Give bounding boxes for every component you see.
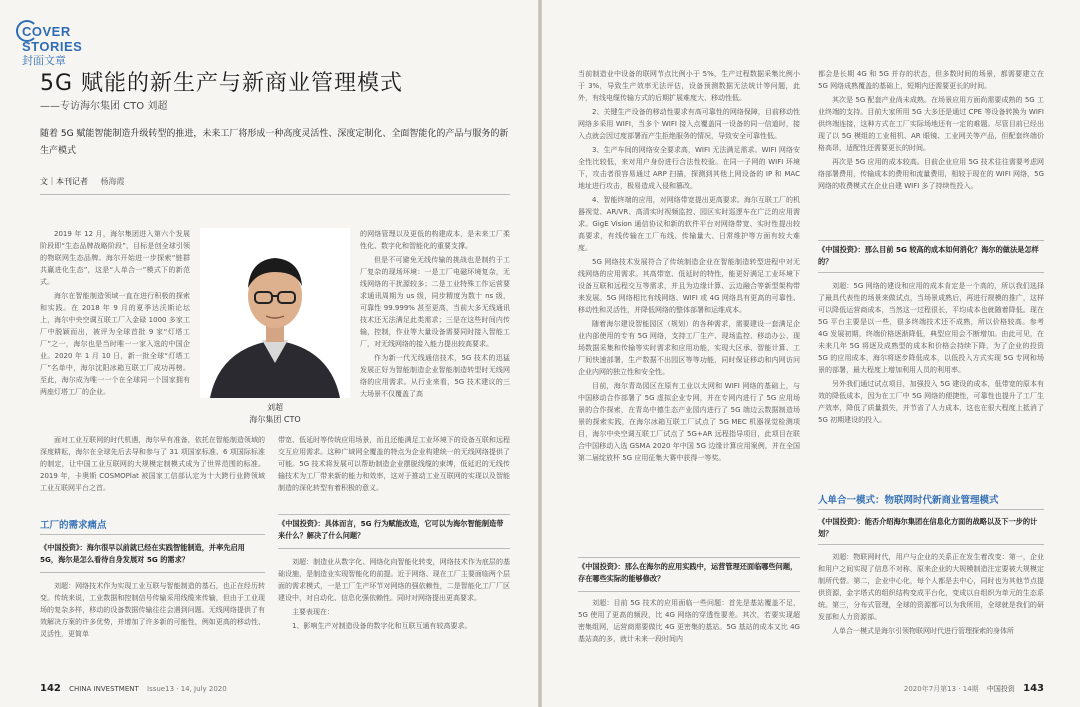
middle-column-answer bbox=[278, 556, 510, 678]
section-heading-rendanheyi: 人单合一模式：物联网时代新商业管理模式 bbox=[818, 495, 999, 506]
paragraph: 带宽、低延时等传统应用场景，而且还能满足工业环境下的设备互联和远程交互应用需求。这种广域网全覆盖的特点为企业构建统一的无线网络提供了可能。5G 技术将发展可以帮助制造企业摆脱线缆的束缚，低延迟的无线传输技术为工厂带来新的能力和效率，这对于推动工业互联网的实现以及智能制造的深化转型有着积极的意义。 bbox=[278, 436, 510, 492]
qa-divider-bottom bbox=[578, 591, 800, 592]
paragraph: 1、影响生产对制造设备的数字化和互联互通有较高要求。 bbox=[292, 622, 472, 630]
magazine-name: 中国投资 bbox=[986, 685, 1015, 693]
paragraph: 主要表现在： bbox=[292, 608, 334, 616]
qa-divider-top bbox=[818, 240, 1044, 241]
qa-divider-top bbox=[578, 557, 800, 558]
middle-column-continuation bbox=[278, 434, 510, 502]
paragraph: 刘超：网络技术作为实现工业互联与智能制造的基石，也正在经历转变。传统来说，工业数据和控制信号传输采用线缆来传输，但由于工业现场的复杂多样，移动的设备数据传输往往会遇到问题。无线网络提供了有效解决方案的许多优势，并增加了许多新的可能性，例如更高的移动性、灵活性，更简单 bbox=[40, 582, 265, 638]
byline bbox=[40, 176, 125, 187]
paragraph: 4、智能终端的应用，对网络带宽提出更高要求。海尔互联工厂的机器视觉、AR/VR、高清实时视频监控、园区实时巡逻车在广泛的应用需求。GigE Vision 通信协议和新的软件平台对网络带宽、实时性提出较高要求，有线传输在工厂布线、传输量大、日常维护等方面有较大难度。 bbox=[578, 196, 800, 252]
paragraph: 目前，海尔青岛园区在原有工业以太网和 WIFI 网络的基础上，与中国移动合作部署了 5G 虚拟企业专网，并在专网内进行了 5G 应用场景的合作探索，在青岛中德生态产业园内进行了 5G 端边云数据制造场景的探索实践，在海尔冰箱互联工厂试点了 5G MEC 机器视觉检测项目，海尔中央空调互联工厂试点了 5G+AR 远程指导项目，此项目在联合中国移动入选 GSMA 2020 年中国 5G 边缘计算应用案例，并在全国第二届绽放杯 5G 应用征集大赛中获得一等奖。 bbox=[578, 382, 800, 462]
qa-divider-top bbox=[278, 514, 510, 515]
section-divider bbox=[40, 534, 265, 535]
caption-title: 海尔集团 CTO bbox=[249, 415, 301, 424]
paragraph: 随着海尔建设智能园区（规划）的各种需求，需要建设一套满足企业内部使用的专有 5G 网络，支持工厂生产、现场监控、移动办公、现场数据采集和传输等实时需求和应用功能，实现大区承、智能计算、工厂间快速部署，生产数据不出园区等等功能，同时保证移动和内网访问企业内网的独立性和安全性。 bbox=[578, 320, 800, 376]
paragraph: 刘超：目前 5G 技术的应用面临一些问题：首先是基站覆盖不足，5G 使用了更高的频段，比 4G 网络的穿透性要差。其次，若要实现超密集组网，运营商需要做比 4G 更密集的基站。5G 基站的成本又比 4G 基站高的多，就计未来一段时间内 bbox=[578, 599, 800, 643]
byline-name: 杨海霞 bbox=[100, 177, 125, 186]
interview-question: 《中国投资》：海尔很早以前就已经在实践智能制造，并率先启用 5G，海尔是怎么看待自身发展对 5G 的需求？ bbox=[40, 543, 245, 564]
qa-divider-bottom bbox=[40, 572, 265, 573]
paragraph: 其次是 5G 配套产业尚未成熟。在场景应用方面尚需要成熟的 5G 工业终端的支持。目前大家所用 5G 大多还是通过 CPE 等设备转换为 WIFI 供终端连接，这种方式在工厂实际场地还有一定的难题。尽管目前已经出现了以 5G 模组的工业相机、AR 眼镜、工业网关等产品，但配套终端价格高昂，适配性还需要更长的时间。 bbox=[818, 96, 1044, 152]
article-subtitle: ——专访海尔集团 CTO 刘超 bbox=[40, 101, 168, 112]
interview-question: 《中国投资》：具体而言，5G 行为赋能改造，它可以为海尔智能制造带来什么？解决了什么问题？ bbox=[278, 519, 504, 540]
paragraph: 当前制造业中设备的联网节点比例小于 5%，生产过程数据采集比例小于 3%，导致生产效率无法评估，设备预测数据无法统计等问题，此外，有线电缆传输方式的后期扩展难度大、移动性低。 bbox=[578, 70, 800, 102]
magazine-name: CHINA INVESTMENT bbox=[69, 685, 139, 693]
right-column-two-top bbox=[818, 68, 1044, 236]
interview-question: 《中国投资》：那么目前 5G 较高的成本如何消化？海尔的做法是怎样的？ bbox=[818, 245, 1039, 266]
paragraph: 海尔在智能制造领域一直在进行积极的探索和实践。在 2018 年 9 月的夏季达沃斯论坛上，海尔中央空调互联工厂入金碌 1000 多家工厂中脱颖而出，被评为全球首批 9 家“灯塔工厂”之一，海尔也是当时唯一一家入选的中国企业。2020 年 1 月 10 日，新一批全球“灯塔工厂”名单中，海尔沈阳冰箱互联工厂成功再榜。至此，海尔成为唯一一个在全球同一个国家拥有两座灯塔工厂的企业。 bbox=[40, 292, 190, 396]
section-divider bbox=[818, 509, 1044, 510]
article-lead: 随着 5G 赋能智能制造升级转型的推进，未来工厂将形成一种高度灵活性、深度定制化、全面智能化的产品与服务的新生产模式 bbox=[40, 129, 509, 156]
title-divider bbox=[40, 194, 510, 195]
left-column-answer bbox=[40, 580, 265, 678]
cover-stories-logo bbox=[22, 24, 112, 67]
issue-label: 2020年7月第13 · 14期 bbox=[903, 685, 979, 693]
left-column-industry bbox=[40, 434, 265, 502]
paragraph: 2019 年 12 月，海尔集团进入第六个发展阶段即“生态品牌战略阶段”，目标是创全球引领的物联网生态品牌。海尔开始进一步探索“链群共赢进化生态”，这是“人单合一”模式下的新范式。 bbox=[40, 230, 190, 286]
paragraph: 2、关键生产设备的移动性要求有高可靠性的网络保障，目前移动性网络多采用 WIFI，当多个 WIFI 接入点覆盖同一设备的同一信道时，接入点就会因过度部署而产生拒绝服务的情况，导致安全可靠性低。 bbox=[578, 108, 800, 140]
cover-stories-label: COVER STORIES bbox=[22, 24, 83, 54]
section-heading-factory-pain: 工厂的需求痛点 bbox=[40, 520, 107, 531]
qa-divider-bottom bbox=[278, 548, 510, 549]
article-title: 5G 赋能的新生产与新商业管理模式 bbox=[40, 71, 404, 96]
left-page bbox=[0, 0, 538, 707]
page-number: 142 bbox=[40, 683, 61, 694]
middle-column-top bbox=[360, 228, 510, 433]
logo-ring-icon bbox=[16, 20, 38, 42]
paragraph: 3、生产车间的网络安全要求高，WIFI 无法满足需求。WIFI 网络安全性比较低，来对用户身份进行合法性校验。在同一子网的 WIFI 环境下，攻击者很容易通过 ARP 扫描，探测到其他上网设备的 IP 和 MAC 地址进行攻击，极易造成入侵和篡改。 bbox=[578, 146, 800, 190]
left-footer bbox=[40, 683, 227, 694]
paragraph: 但是不可避免无线传输的挑战也是制约于工厂复杂的现场环境：一是工厂电磁环境复杂，无线网络的干扰源较多；二是工业特殊工作运营要求通讯周期为 us 级，同步精度为数十 ns 级，可靠性 99.999% 甚至更高，当前大多无线通讯技术还无法满足此类需求；三是在这些时间内传输，控制，作业等大量设备需要同时接入智能工厂，对无线网络的接入能力提出较高要求。 bbox=[360, 256, 510, 348]
byline-label: 文｜本刊记者 bbox=[40, 177, 88, 186]
qa-divider-bottom bbox=[818, 544, 1044, 545]
paragraph: 另外我们通过试点项目，加强投入 5G 建设的成本，低带宽的原本有效的降低成本，因为在工厂中 5G 网络的便捷性，可靠性也提升了工厂生产效率，降低了质量损失，并节省了人力成本，这也在很大程度上抵消了 5G 初期建设的投入。 bbox=[818, 380, 1044, 424]
portrait-illustration bbox=[200, 228, 350, 398]
paragraph: 的网络管理以及更低的构建成本，是未来工厂柔性化、数字化和智能化的重要支撑。 bbox=[360, 230, 510, 250]
paragraph: 面对工业互联网的时代机遇，海尔早有准备，依托在智能制造领域的深度耕耘，海尔在全球先后去导和参与了 31 项国家标准、6 项国际标准的制定，让中国工业互联网的大规模定制模式成为了世界范围的标准。2019 年，卡奥斯 COSMOPlat 被国家工信部认定为十大跨行业跨领域工业互联网平台之首。 bbox=[40, 436, 265, 492]
section-label: 封面文章 bbox=[22, 54, 66, 67]
right-column-two-answer bbox=[818, 280, 1044, 482]
right-column-two-final bbox=[818, 551, 1044, 679]
photo-caption bbox=[200, 402, 350, 426]
paragraph: 人单合一模式是海尔引领物联网时代进行管理探索的身体所 bbox=[832, 627, 1014, 635]
qa-divider-bottom bbox=[818, 272, 1044, 273]
page-number: 143 bbox=[1023, 683, 1044, 694]
issue-label: Issue13 · 14, July 2020 bbox=[147, 685, 227, 693]
right-column-one-answer bbox=[578, 597, 800, 679]
paragraph: 刘超：制造业从数字化、网络化向智能化转变，网络技术作为底层的基础设施，是制造业实现智能化的前提。近于网络、现在工厂主要面临两个层面的需求模式，一是工厂生产环节对网络的强依赖性，二是智能化工厂厂区建设中，对自动化、信息化强依赖性。同时对网络提出更高要求。 bbox=[278, 558, 510, 602]
paragraph: 都会是长期 4G 和 5G 并存的状态，但多数时间的场景，都需要建立在 5G 网络成熟覆盖的基础上，短期内还需要更长的时间。 bbox=[818, 70, 1044, 90]
left-column-intro bbox=[40, 228, 190, 433]
interview-question: 《中国投资》：那么在海尔的应用实践中，运营管理还面临哪些问题，存在哪些实际的能够修改？ bbox=[578, 562, 798, 583]
right-column-one bbox=[578, 68, 800, 554]
paragraph: 刘超：5G 网络的建设和应用的成本肯定是一个高的，所以我们选择了最具代表性的场景来做试点，当场景成熟后，再进行规模的推广，这样可以降低运营商成本，当然这一过程很长，平均成本也就随着降低。现在 5G 平台主要是以一些，很多终端技术还不成熟，所以价格较高。参考 4G 发展初期，终端价格逐渐降低，典型应用会不断增加。由此可见，在未来几年 5G 将逐及成熟型的成本和价格会持续下降，为了企业的投资 5G 的应用成本，海尔将逐步降低成本，以低投入方式实现 5G 专网和场景的部署，最大程度上增加利用人员的利用率。 bbox=[818, 282, 1044, 374]
paragraph: 作为新一代无线通信技术，5G 技术的迅猛发展正好为智能制造企业智能制造转型时无线网络的应用需求。从行业来看，5G 技术建议的三大场景不仅覆盖了高 bbox=[360, 354, 510, 398]
interview-question: 《中国投资》：能否介绍海尔集团在信息化方面的战略以及下一步的计划？ bbox=[818, 517, 1038, 538]
right-page bbox=[542, 0, 1080, 707]
paragraph: 刘超：物联网时代，用户与企业的关系正在发生着改变：第一，企业和用户之间实现了信息不对称，原来企业的大规模制造注定要被大规模定制所代替。第二，企业中心化，每个人都是去中心，同时也为其他节点提供资源，金字塔式的组织结构变成平台化，变成以自组织为单元的生态系统。第三，分布式管理，全球的资源都可以为我所用，全球就是我们的研发部和人力资源部。 bbox=[818, 553, 1044, 621]
right-footer bbox=[904, 683, 1044, 694]
portrait-photo bbox=[200, 228, 350, 398]
paragraph: 5G 网络技术发展符合了传统制造企业在智能制造转型进程中对无线网络的应用需求。其高带宽、低延时的特性，能更好满足工业环境下设备互联和远程交互等需求，并且为边缘计算、云边融合等新型架构带来发展。5G 网络相比有线网络、WIFI 或 4G 网络具有更高的可靠性、移动性和灵活性，并降低网络的整体部署和运维成本。 bbox=[578, 258, 800, 314]
caption-name: 刘超 bbox=[267, 403, 283, 412]
paragraph: 再次是 5G 应用的成本较高。目前企业应用 5G 技术往往需要考虑网络部署费用，传输成本的费用和流量费用，相较于现在的 WIFI 网络，5G 网络的收费模式在企业自建 WIFI 多了持续性投入。 bbox=[818, 158, 1044, 190]
